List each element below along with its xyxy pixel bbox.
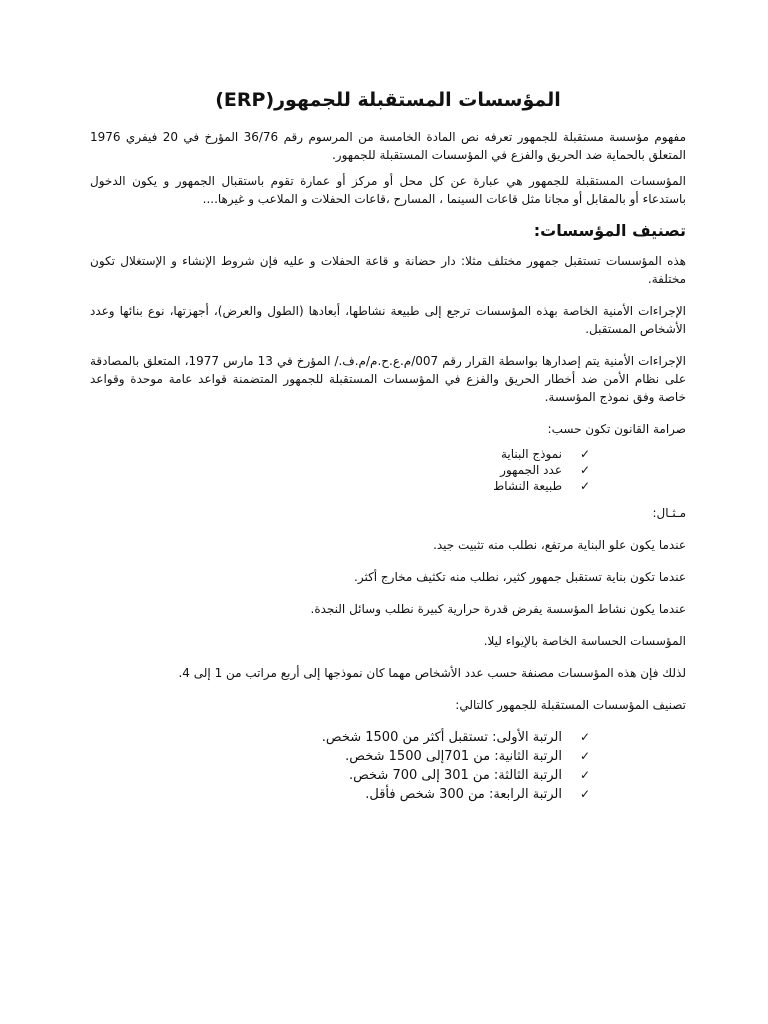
section-paragraph-1: هذه المؤسسات تستقبل جمهور مختلف مثلا: دار حضانة و قاعة الحفلات و عليه فإن شروط الإنشاء و الإستغلال تكون مختلفة. [90,254,686,286]
check-icon: ✓ [579,479,590,493]
example-line-4: المؤسسات الحساسة الخاصة بالإيواء ليلا. [483,634,686,648]
example-line-5: لذلك فإن هذه المؤسسات مصنفة حسب عدد الأشخاص مهما كان نموذجها إلى أربع مراتب من 1 إلى 4. [178,666,686,680]
section-heading: تصنيف المؤسسات: [533,221,686,240]
list-item [90,478,686,494]
example-label: مـثـال: [652,506,686,520]
criteria-list [90,446,686,494]
list-item-text: الرتبة الأولى: تستقبل أكثر من 1500 شخص. [321,730,562,745]
list-item-text: الرتبة الرابعة: من 300 شخص فأقل. [365,787,562,802]
check-icon: ✓ [579,787,590,801]
criteria-intro: صرامة القانون تكون حسب: [547,422,686,436]
intro-paragraph-2: المؤسسات المستقبلة للجمهور هي عبارة عن كل محل أو مركز أو عمارة تقوم باستقبال الجمهور و يكون الدخول باستدعاء أو بالمقابل أو مجانا مثل قاعات السينما ، المسارح ،قاعات الحفلات و الملاعب و غيرها.... [90,174,686,206]
list-item [90,766,686,785]
classification-intro: تصنيف المؤسسات المستقبلة للجمهور كالتالي: [455,698,686,712]
list-item-text: طبيعة النشاط [493,479,562,493]
list-item-text: الرتبة الثالثة: من 301 إلى 700 شخص. [348,768,562,783]
section-paragraph-3: الإجراءات الأمنية يتم إصدارها بواسطة القرار رقم 007/م.ع.ح.م/م.ف./ المؤرخ في 13 مارس 1977، المتعلق بالمصادقة على نظام الأمن ضد أخطار الحريق والفزع في المؤسسات المستقبلة للجمهور المتضمنة قواعد عامة موحدة وقواعد خاصة وفق نموذج المؤسسة. [90,354,687,404]
example-line-3: عندما يكون نشاط المؤسسة يفرض قدرة حرارية كبيرة نطلب وسائل النجدة. [310,602,686,616]
check-icon: ✓ [579,463,590,477]
list-item [90,785,686,804]
list-item [90,462,686,478]
check-icon: ✓ [579,447,590,461]
document-body [90,80,686,814]
check-icon: ✓ [579,749,590,763]
example-line-1: عندما يكون علو البناية مرتفع، نطلب منه تثبيت جيد. [433,538,686,552]
list-item [90,446,686,462]
list-item [90,728,686,747]
check-icon: ✓ [579,768,590,782]
list-item-text: الرتبة الثانية: من 701إلى 1500 شخص. [345,749,562,764]
list-item-text: عدد الجمهور [500,463,562,477]
list-item [90,747,686,766]
classification-list [90,728,686,804]
document-title: المؤسسات المستقبلة للجمهور(ERP) [215,89,561,111]
check-icon: ✓ [579,730,590,744]
example-line-2: عندما تكون بناية تستقبل جمهور كثير، نطلب منه تكثيف مخارج أكثر. [354,570,686,584]
list-item-text: نموذج البناية [500,447,562,461]
section-paragraph-2: الإجراءات الأمنية الخاصة بهذه المؤسسات ترجع إلى طبيعة نشاطها، أبعادها (الطول والعرض)، أجهزتها، نوع بنائها وعدد الأشخاص المستقبل. [90,304,686,336]
intro-paragraph-1: مفهوم مؤسسة مستقبلة للجمهور تعرفه نص المادة الخامسة من المرسوم رقم 36/76 المؤرخ في 20 فيفري 1976 المتعلق بالحماية ضد الحريق والفزع في المؤسسات المستقبلة للجمهور. [90,130,686,162]
